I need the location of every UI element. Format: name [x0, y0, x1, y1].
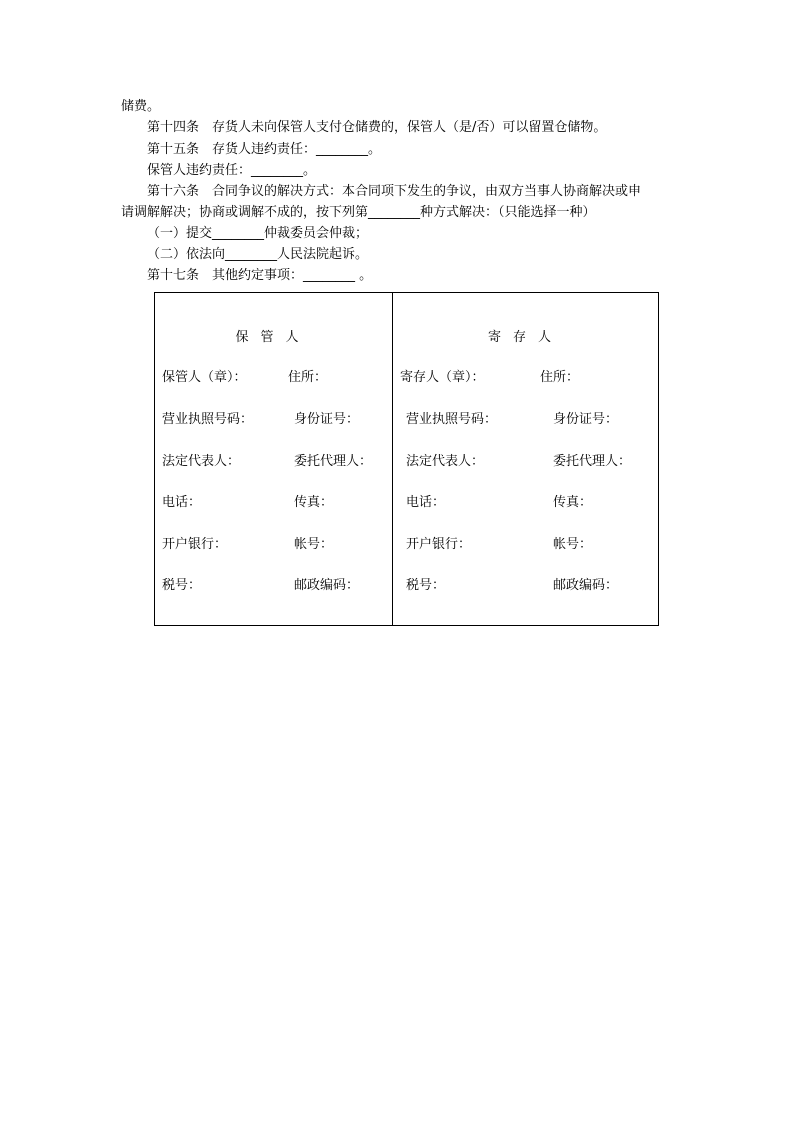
keeper-agent-label: 委托代理人： [294, 454, 373, 469]
option-court: （二）依法向________人民法院起诉。 [147, 247, 369, 262]
depositor-postcode-label: 邮政编码： [553, 578, 619, 593]
keeper-postcode-label: 邮政编码： [294, 578, 360, 593]
depositor-tax-label: 税号： [406, 578, 446, 593]
depositor-seal-label: 寄存人（章）： [400, 370, 485, 385]
depositor-agent-label: 委托代理人： [553, 454, 632, 469]
article-17: 第十七条 其他约定事项：________ 。 [147, 268, 373, 283]
article-15: 第十五条 存货人违约责任：________。 [147, 142, 382, 157]
keeper-heading: 保管人 [235, 330, 311, 345]
keeper-license-label: 营业执照号码： [162, 412, 254, 427]
depositor-license-label: 营业执照号码： [406, 412, 498, 427]
depositor-phone-label: 电话： [406, 495, 446, 510]
keeper-address-label: 住所： [288, 370, 328, 385]
keeper-bank-label: 开户银行： [162, 537, 228, 552]
option-arbitration: （一）提交________仲裁委员会仲裁； [147, 226, 369, 241]
line-storage-fee: 储费。 [121, 99, 161, 114]
depositor-address-label: 住所： [540, 370, 580, 385]
keeper-liability: 保管人违约责任：________。 [147, 163, 317, 178]
keeper-fax-label: 传真： [294, 495, 334, 510]
keeper-id-label: 身份证号： [294, 412, 360, 427]
depositor-bank-label: 开户银行： [406, 537, 472, 552]
depositor-heading: 寄存人 [487, 330, 563, 345]
keeper-seal-label: 保管人（章）： [162, 370, 247, 385]
keeper-account-label: 帐号： [294, 537, 334, 552]
keeper-legal-rep-label: 法定代表人： [162, 454, 241, 469]
depositor-fax-label: 传真： [553, 495, 593, 510]
depositor-legal-rep-label: 法定代表人： [406, 454, 485, 469]
keeper-tax-label: 税号： [162, 578, 202, 593]
depositor-id-label: 身份证号： [553, 412, 619, 427]
keeper-phone-label: 电话： [162, 495, 202, 510]
article-14: 第十四条 存货人未向保管人支付仓储费的，保管人（是/否）可以留置仓储物。 [147, 120, 607, 135]
article-16-cont: 请调解解决；协商或调解不成的，按下列第________种方式解决：（只能选择一种） [121, 205, 596, 220]
depositor-account-label: 帐号： [553, 537, 593, 552]
article-16: 第十六条 合同争议的解决方式：本合同项下发生的争议，由双方当事人协商解决或申 [147, 184, 642, 199]
